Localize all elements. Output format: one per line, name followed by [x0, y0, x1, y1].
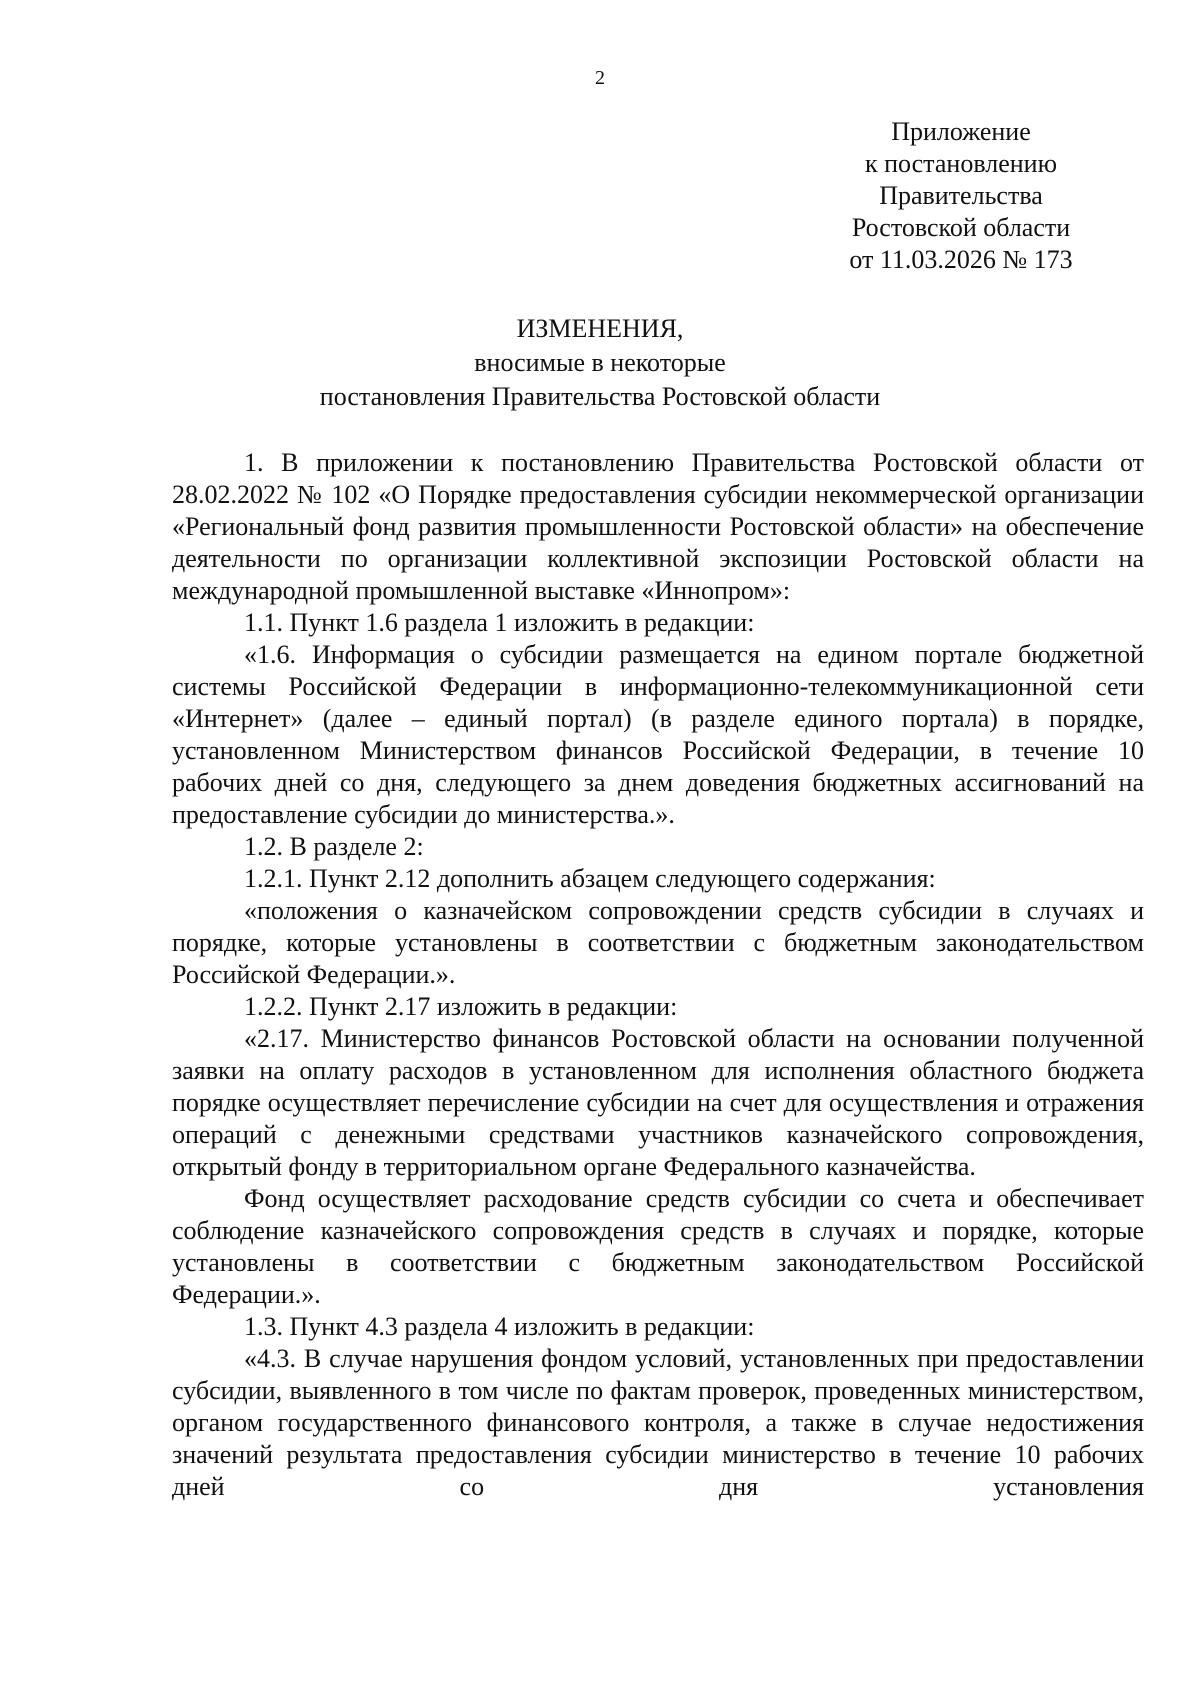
document-title	[0, 312, 1200, 414]
paragraph: 1.2.2. Пункт 2.17 изложить в редакции:	[244, 992, 678, 1021]
paragraph: 1. В приложении к постановлению Правительства Ростовской области от 28.02.2022 № 102 «О Порядке предоставления субсидии некоммерческой организации «Региональный фонд развития промышленности Ростовской области» на обеспечение деятельности по организации коллективной экспозиции Ростовской области на международной промышленной выставке «Иннопром»:	[172, 448, 1144, 605]
paragraph: 1.1. Пункт 1.6 раздела 1 изложить в редакции:	[244, 608, 755, 637]
paragraph: «4.3. В случае нарушения фондом условий, установленных при предоставлении субсидии, выявленного в том числе по фактам проверок, проведенных министерством, органом государственного финансового контроля, а также в случае недостижения значений результата предоставления субсидии министерство в течение 10 рабочих дней со дня установления	[172, 1344, 1144, 1501]
title-heading: ИЗМЕНЕНИЯ,	[516, 314, 684, 343]
title-subtitle-1: вносимые в некоторые	[474, 348, 726, 377]
appendix-line: от 11.03.2026 № 173	[849, 245, 1073, 274]
paragraph: «положения о казначейском сопровождении средств субсидии в случаях и порядке, которые установлены в соответствии с бюджетным законодательством Российской Федерации.».	[172, 896, 1144, 989]
paragraph: 1.2. В разделе 2:	[244, 832, 424, 861]
appendix-line: Ростовской области	[851, 213, 1071, 242]
paragraph: Фонд осуществляет расходование средств субсидии со счета и обеспечивает соблюдение казначейского сопровождения средств в случаях и порядке, которые установлены в соответствии с бюджетным законодательством Российской Федерации.».	[172, 1184, 1144, 1309]
title-subtitle-2: постановления Правительства Ростовской области	[319, 382, 881, 411]
page-number: 2	[595, 67, 605, 89]
paragraph: 1.3. Пункт 4.3 раздела 4 изложить в редакции:	[244, 1312, 755, 1341]
appendix-line: Правительства	[879, 181, 1043, 210]
paragraph: «2.17. Министерство финансов Ростовской области на основании полученной заявки на оплату расходов в установленном для исполнения областного бюджета порядке осуществляет перечисление субсидии на счет для осуществления и отражения операций с денежными средствами участников казначейского сопровождения, открытый фонду в территориальном органе Федерального казначейства.	[172, 1024, 1144, 1181]
appendix-line: к постановлению	[864, 149, 1058, 178]
paragraph: 1.2.1. Пункт 2.12 дополнить абзацем следующего содержания:	[244, 864, 936, 893]
paragraph: «1.6. Информация о субсидии размещается на едином портале бюджетной системы Российской Федерации в информационно-телекоммуникационной сети «Интернет» (далее – единый портал) (в разделе единого портала) в порядке, установленном Министерством финансов Российской Федерации, в течение 10 рабочих дней со дня, следующего за днем доведения бюджетных ассигнований на предоставление субсидии до министерства.».	[172, 640, 1144, 829]
appendix-block	[826, 116, 1096, 276]
appendix-line: Приложение	[891, 117, 1031, 146]
document-body	[172, 447, 1144, 1503]
